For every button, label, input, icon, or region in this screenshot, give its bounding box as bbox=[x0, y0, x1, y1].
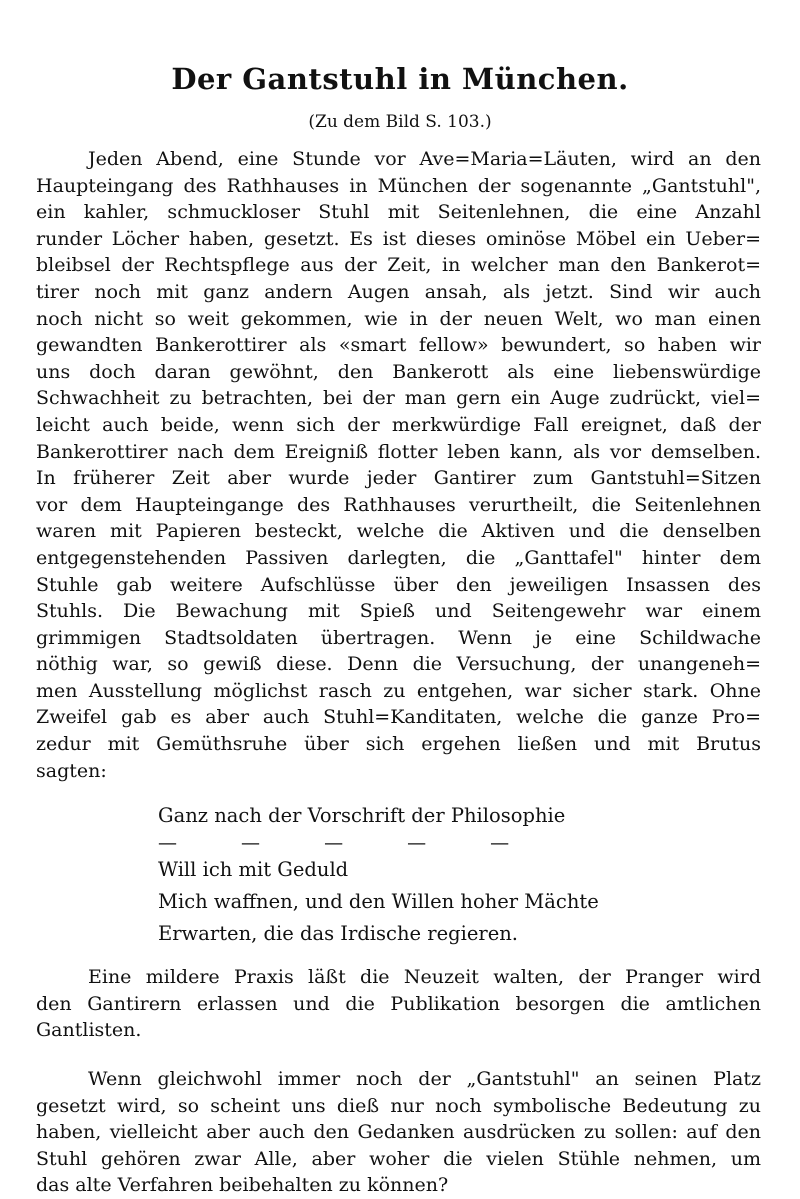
text-line: Stuhls. Die Bewachung mit Spieß und Seitengewehr war einem bbox=[36, 600, 761, 623]
text-line: das alte Verfahren beibehalten zu können? bbox=[36, 1174, 449, 1197]
text-line: uns doch daran gewöhnt, den Bankerott als eine liebenswürdige bbox=[36, 360, 761, 383]
text-line: tirer noch mit ganz andern Augen ansah, als jetzt. Sind wir auch bbox=[36, 280, 761, 303]
text-line: Jeden Abend, eine Stunde vor Ave=Maria=Läuten, wird an den bbox=[88, 148, 761, 170]
text-line: Stuhl gehören zwar Alle, aber woher die vielen Stühle nehmen, um bbox=[36, 1147, 761, 1170]
text-line: nöthig war, so gewiß diese. Denn die Versuchung, der unangeneh= bbox=[36, 653, 761, 676]
text-line: noch nicht so weit gekommen, wie in der neuen Welt, wo man einen bbox=[36, 307, 761, 330]
text-line: den Gantirern erlassen und die Publikation besorgen die amtlichen bbox=[36, 992, 761, 1015]
verse-dashes: — — — — — bbox=[158, 832, 510, 855]
text-line: vor dem Haupteingange des Rathhauses verurtheilt, die Seitenlehnen bbox=[36, 493, 761, 516]
paragraph-1 bbox=[36, 146, 761, 784]
text-line: waren mit Papieren besteckt, welche die Aktiven und die denselben bbox=[36, 520, 761, 543]
verse-line: Erwarten, die das Irdische regieren. bbox=[158, 922, 519, 946]
text-line: Wenn gleichwohl immer noch der „Gantstuhl" an seinen Platz bbox=[88, 1068, 761, 1091]
text-line: grimmigen Stadtsoldaten übertragen. Wenn je eine Schildwache bbox=[36, 626, 761, 649]
verse-line: Mich waffnen, und den Willen hoher Mächte bbox=[158, 890, 599, 914]
text-line: In früherer Zeit aber wurde jeder Gantirer zum Gantstuhl=Sitzen bbox=[36, 467, 761, 490]
paragraph-2 bbox=[36, 964, 761, 1044]
text-line: leicht auch beide, wenn sich der merkwürdige Fall ereignet, daß der bbox=[36, 413, 761, 436]
text-line: Eine mildere Praxis läßt die Neuzeit walten, der Pranger wird bbox=[88, 966, 761, 989]
text-line: Bankerottirer nach dem Ereigniß flotter leben kann, als vor demselben. bbox=[36, 440, 761, 463]
text-line: zedur mit Gemüthsruhe über sich ergehen ließen und mit Brutus bbox=[36, 733, 761, 756]
article-body bbox=[36, 146, 761, 1199]
paragraph-3 bbox=[36, 1066, 761, 1199]
text-line: Gantlisten. bbox=[36, 1019, 142, 1042]
text-line: runder Löcher haben, gesetzt. Es ist dieses ominöse Möbel ein Ueber= bbox=[36, 227, 761, 250]
text-line: Zweifel gab es aber auch Stuhl=Kanditaten, welche die ganze Pro= bbox=[36, 706, 761, 729]
text-line: haben, vielleicht aber auch den Gedanken ausdrücken zu sollen: auf den bbox=[36, 1121, 761, 1144]
text-line: ein kahler, schmuckloser Stuhl mit Seitenlehnen, die eine Anzahl bbox=[36, 201, 761, 224]
text-line: entgegenstehenden Passiven darlegten, die „Ganttafel" hinter dem bbox=[36, 546, 761, 569]
article-title: Der Gantstuhl in München. bbox=[171, 62, 629, 96]
verse-block bbox=[36, 800, 761, 950]
verse-line: Will ich mit Geduld bbox=[158, 858, 349, 882]
article-subtitle: (Zu dem Bild S. 103.) bbox=[308, 112, 492, 132]
verse-line: Ganz nach der Vorschrift der Philosophie bbox=[158, 804, 566, 828]
text-line: Schwachheit zu betrachten, bei der man gern ein Auge zudrückt, viel= bbox=[36, 387, 761, 410]
text-line: sagten: bbox=[36, 759, 107, 782]
text-line: gewandten Bankerottirer als «smart fellow» bewundert, so haben wir bbox=[36, 334, 761, 357]
text-line: men Ausstellung möglichst rasch zu entgehen, war sicher stark. Ohne bbox=[36, 679, 761, 702]
text-line: gesetzt wird, so scheint uns dieß nur noch symbolische Bedeutung zu bbox=[36, 1094, 761, 1117]
text-line: bleibsel der Rechtspflege aus der Zeit, in welcher man den Bankerot= bbox=[36, 254, 761, 277]
text-line: Stuhle gab weitere Aufschlüsse über den jeweiligen Insassen des bbox=[36, 573, 761, 596]
text-line: Haupteingang des Rathhauses in München der sogenannte „Gantstuhl", bbox=[36, 174, 761, 197]
